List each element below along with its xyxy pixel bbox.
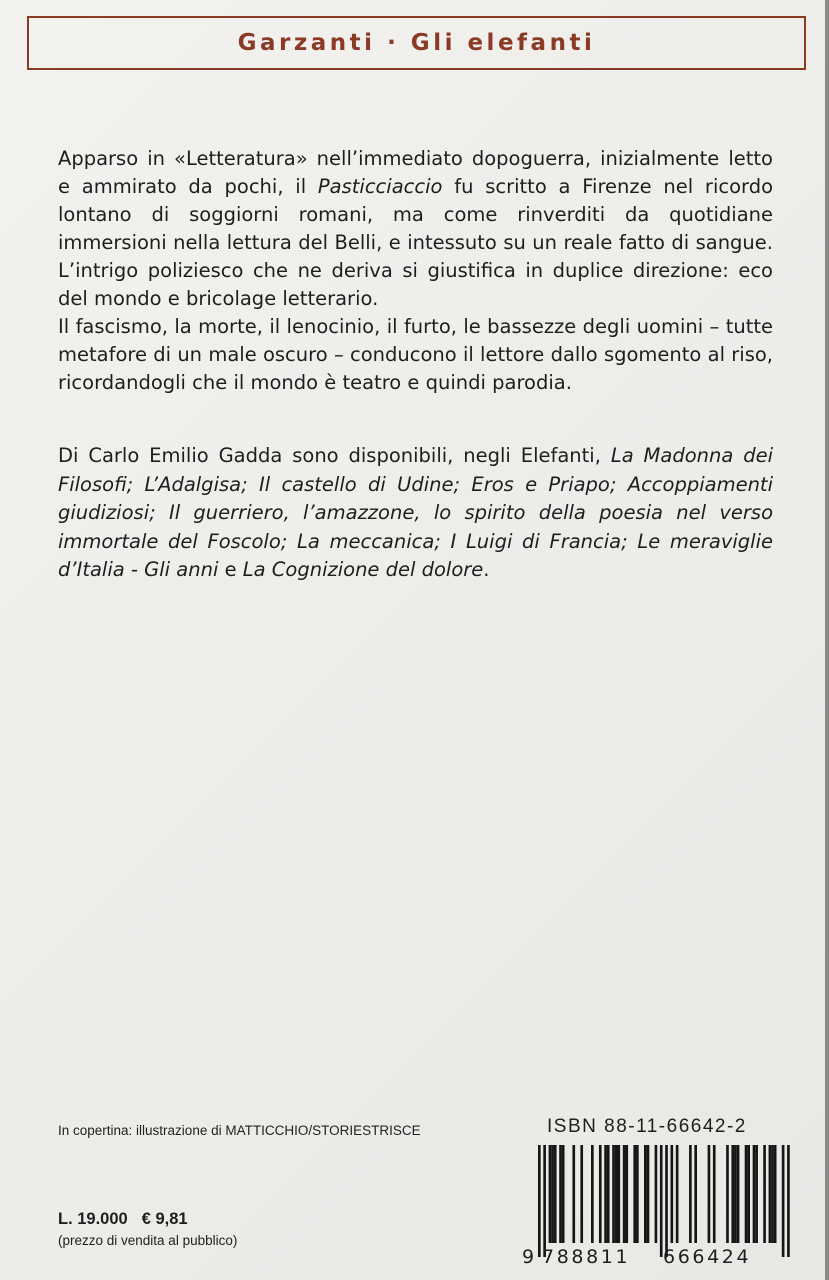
barcode-bar — [755, 1145, 758, 1243]
barcode-bar — [713, 1145, 716, 1243]
barcode-bar — [599, 1145, 602, 1243]
barcode-bar — [580, 1145, 583, 1243]
barcode-bar — [655, 1145, 658, 1243]
barcode-bar — [562, 1145, 565, 1243]
cover-illustration-credit: In copertina: illustrazione di MATTICCHIO/STORIESTRISCE — [58, 1123, 421, 1138]
barcode-bar — [625, 1145, 628, 1243]
barcode-bar — [647, 1145, 650, 1243]
barcode-bar — [731, 1145, 734, 1243]
barcode-bar — [745, 1145, 748, 1243]
other-works-titles: La Madonna dei Filosofi; L’Adalgisa; Il castello di Udine; Eros e Priapo; Accoppiamenti giudiziosi; Il guerriero, l’amazzone, lo spirito della poesia nel verso immortale del Foscolo; La meccanica; I Luigi di Francia; Le meraviglie d’Italia - Gli anni — [58, 444, 773, 581]
barcode-bar — [551, 1145, 554, 1243]
barcode-bar — [549, 1145, 552, 1243]
barcode-bar — [543, 1145, 546, 1257]
other-works-end: . — [483, 558, 490, 581]
barcode-bar — [726, 1145, 729, 1243]
other-works-paragraph — [58, 442, 773, 585]
blurb-paragraph-2: Il fascismo, la morte, il lenocinio, il furto, le bassezze degli uomini – tutte metafore di un male oscuro – conducono il lettore dallo sgomento al riso, ricordandogli che il mondo è teatro e quindi parodia. — [58, 315, 773, 394]
blurb-book-title: Pasticciaccio — [317, 175, 443, 198]
barcode-first-digit: 9 — [522, 1246, 535, 1268]
barcode-bar — [633, 1145, 636, 1243]
price-note: (prezzo di vendita al pubblico) — [58, 1233, 238, 1248]
barcode-bar — [538, 1145, 541, 1257]
barcode-bar — [615, 1145, 618, 1243]
cover-edge — [825, 0, 829, 1280]
barcode-bar — [671, 1145, 674, 1243]
barcode-bar — [689, 1145, 692, 1243]
barcode-bar — [636, 1145, 639, 1243]
barcode-bar — [559, 1145, 562, 1243]
book-blurb — [58, 145, 773, 397]
barcode-bar — [644, 1145, 647, 1243]
barcode-bar — [708, 1145, 711, 1243]
barcode-bar — [753, 1145, 756, 1243]
blurb-p1-end: fu scritto a Firenze nel ricordo lontano di soggiorni romani, ma come rinverditi da quotidiane immersioni nella lettura del Belli, e intessuto su un reale fatto di sangue. L’intrigo poliziesco che ne deriva si giustifica in duplice direzione: eco del mondo e bricolage letterario. — [58, 175, 773, 310]
barcode-bar — [734, 1145, 737, 1243]
price-euro: € 9,81 — [141, 1210, 188, 1228]
barcode-bar — [774, 1145, 777, 1243]
barcode-bar — [782, 1145, 785, 1257]
barcode-bar — [618, 1145, 621, 1243]
barcode-bar — [747, 1145, 750, 1243]
barcode-bar — [607, 1145, 610, 1243]
barcode-bar — [769, 1145, 772, 1243]
barcode-bar — [554, 1145, 557, 1243]
price-lire: L. 19.000 — [58, 1210, 128, 1228]
blurb-p1-start: Apparso in «Letteratura» nell’immediato dopoguerra, inizialmente letto e ammirato da pochi, il — [58, 147, 773, 198]
other-works-intro: Di Carlo Emilio Gadda sono disponibili, negli Elefanti, — [58, 444, 611, 467]
barcode-bar — [694, 1145, 697, 1243]
barcode-left-group: 788811 — [542, 1246, 631, 1268]
barcode-bar — [771, 1145, 774, 1243]
barcode-bar — [604, 1145, 607, 1243]
price — [58, 1210, 202, 1229]
barcode-bar — [660, 1145, 663, 1257]
barcode-bar — [572, 1145, 575, 1243]
isbn-number: ISBN 88-11-66642-2 — [547, 1116, 747, 1137]
barcode-bar — [591, 1145, 594, 1243]
barcode-bar — [787, 1145, 790, 1257]
series-header-box — [27, 16, 806, 70]
barcode-bar — [676, 1145, 679, 1243]
barcode-bar — [612, 1145, 615, 1243]
other-works-conjunction: e — [218, 558, 243, 581]
barcode-bar — [763, 1145, 766, 1243]
barcode-bar — [737, 1145, 740, 1243]
other-works-last-title: La Cognizione del dolore — [242, 558, 484, 581]
series-title: Garzanti · Gli elefanti — [237, 30, 596, 56]
barcode-bar — [665, 1145, 668, 1257]
barcode-right-group: 666424 — [663, 1246, 752, 1268]
blurb-paragraph-1 — [58, 145, 773, 313]
barcode-bar — [623, 1145, 626, 1243]
